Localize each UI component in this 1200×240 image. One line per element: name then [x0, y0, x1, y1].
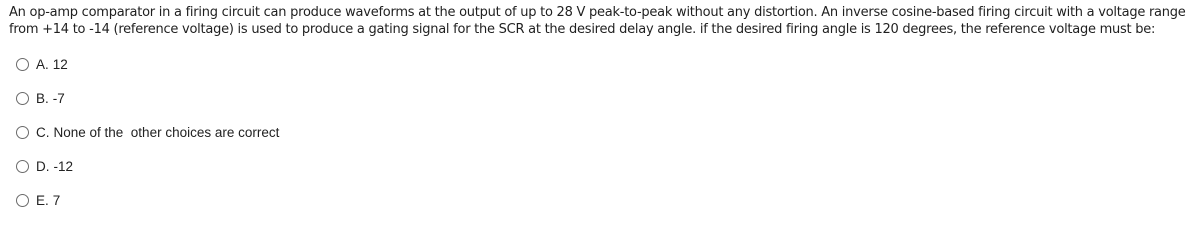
option-e-label [36, 193, 60, 208]
option-e-letter: E. [36, 192, 49, 208]
option-d-label [36, 159, 73, 174]
option-b[interactable] [16, 89, 65, 107]
option-a-label [36, 57, 68, 72]
option-c-value: None of the other choices are correct [53, 124, 280, 140]
option-a-letter: A. [36, 56, 49, 72]
option-e-value: 7 [52, 192, 61, 208]
option-d[interactable] [16, 157, 73, 175]
radio-button-b[interactable] [16, 92, 29, 105]
option-d-letter: D. [36, 158, 50, 174]
option-d-value: -12 [53, 158, 74, 174]
option-a-value: 12 [52, 56, 68, 72]
option-b-value: -7 [52, 90, 65, 106]
radio-button-e[interactable] [16, 194, 29, 207]
radio-button-c[interactable] [16, 126, 29, 139]
radio-button-d[interactable] [16, 160, 29, 173]
option-a[interactable] [16, 55, 68, 73]
radio-button-a[interactable] [16, 58, 29, 71]
option-c-letter: C. [36, 124, 50, 140]
option-b-label [36, 91, 65, 106]
option-b-letter: B. [36, 90, 49, 106]
option-c[interactable] [16, 123, 279, 141]
option-e[interactable] [16, 191, 60, 209]
option-c-label [36, 125, 279, 140]
question-text: An op-amp comparator in a firing circuit can produce waveforms at the output of up to 28 V peak-to-peak without any distortion. An inverse cosine-based firing circuit with a voltage range from +14 to -14 (reference voltage) is used to produce a gating signal for the SCR at the desired delay angle. if the desired firing angle is 120 degrees, the reference voltage must be: [9, 5, 1186, 37]
